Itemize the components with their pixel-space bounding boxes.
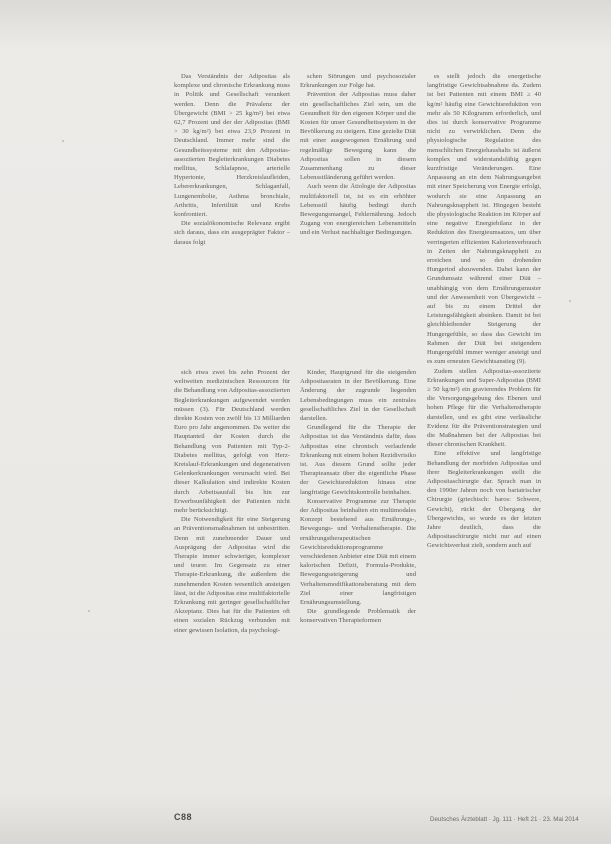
- text-column-3: [427, 72, 541, 808]
- paragraph: Auch wenn die Ätiologie der Adipositas multifaktoriell ist, ist es ein erhöhter Lebensstil häufig bedingt durch Bewegungsmangel, Fehlernährung. Jedoch Zugang von energiereichen Lebensmitteln und ein Verlust nachhaltiger Bedingungen.: [300, 183, 416, 237]
- paragraph: Konservative Programme zur Therapie der Adipositas beinhalten ein multimodales Konzept bestehend aus Ernährungs-, Bewegungs- und Verhaltenstherapie. Die ernährungstherapeutischen Gewichtsreduktionsprogramme verschiedenen Anbieter eine Diät mit einem kalorischen Defizit, Formula-Produkte, Bewegungssteigerung und Verhaltensmodifikationsberatung mit dem Ziel einer langfristigen Ernährungsumstellung.: [300, 497, 416, 607]
- paragraph: Zudem stellen Adipositas-assoziierte Erkrankungen und Super-Adipositas (BMI ≥ 50 kg/m²) ein gravierendes Problem für die Versorgungsgebung des Ebenen und hohen Pflege für die Verhaltenstherapie darstellen, und es gibt eine verlässliche Evidenz für die Präventionstrategien und die Maßnahmen bei der Adipositas bei dieser chronischen Krankheit.: [427, 367, 541, 449]
- scan-speck: [88, 610, 90, 612]
- text-column-2: [300, 72, 416, 290]
- journal-citation: Deutsches Ärzteblatt · Jg. 111 · Heft 21 · 23. Mai 2014: [430, 816, 579, 823]
- scan-speck: [569, 300, 571, 302]
- paragraph: Die sozialökonomische Relevanz ergibt sich daraus, dass ein ausgeprägter Faktor – daraus folgt: [174, 220, 290, 246]
- page-number: C88: [174, 812, 193, 822]
- paragraph: Grundlegend für die Therapie der Adipositas ist das Verständnis dafür, dass Adipositas eine chronisch verlaufende Erkrankung mit einem hohen Rezidivrisiko ist. Aus diesem Grund sollte jeder Therapieansatz über die eigentliche Phase der Gewichtsreduktion hinaus eine langfristige Gewichtskontrolle beinhalten.: [300, 424, 416, 496]
- text-column-1: [174, 72, 290, 270]
- paragraph: sich etwa zwei bis zehn Prozent der weltweiten medizinischen Ressourcen für die Behandlung von Adipositas-assoziierten Begleiterkrankungen aufgewendet werden müssen (3). Für Deutschland werden direkte Kosten von zwölf bis 13 Milliarden Euro pro Jahr angenommen. Da weiter die Hauptanteil der Kosten durch die Behandlung von Patienten mit Typ-2-Diabetes mellitus, gefolgt von Herz-Kreislauf-Erkrankungen und degenerativen Gelenkerkrankungen verursacht wird. Bei dieser Kalkulation sind indirekte Kosten durch Arbeitsausfall bis hin zur Erwerbsunfähigkeit der Patienten nicht mehr berücksichtigt.: [174, 369, 290, 515]
- paragraph: es stellt jedoch die energetische langfristige Gewichtsabnahme da. Zudem ist bei Patienten mit einem BMI ≥ 40 kg/m² häufig eine Gewichtsreduktion von mehr als 50 Kilogramm erforderlich, und dies ist durch konservative Programme nicht zu verwirklichen. Denn die physiologische Regulation des menschlichen Energiehaushalts ist äußerst komplex und widerstandsfähig gegen kurzfristige Veränderungen. Eine Anpassung an ein dem Nahrungsangebot mit einer Speicherung von Energie erfolgt, wodurch sie eine Anpassung an Nahrungsknappheit ist. Hingegen besteht die physiologische Reaktion im Körper auf eine negative Energiebilanz in der Reduktion des Energieumsatzes, um über verringerten effizienten Kalorienverbrauch in Zeiten der Nahrungsknappheit zu erreichen und so den drohenden Hungertod abzuwenden. Dabei kann der Grundumsatz während einer Diät – unabhängig von dem Ernährungsmuster und der Anwesenheit von Übergewicht – auf bis zu einem Drittel der Leistungsfähigkeit absinken. Damit ist bei gleichbleibender Steigerung der Hungergefühle, so dass das Gewicht im Rahmen der Diät bei steigendem Hungergefühl immer weniger ansteigt und es zum erneuten Gewichtsanstieg (9).: [427, 73, 541, 366]
- paragraph: Die Notwendigkeit für eine Steigerung an Präventionsmaßnahmen ist unbestritten. Denn mit zunehmender Dauer und Ausprägung der Adipositas wird die Therapie immer schwieriger, komplexer und teurer. Im Gegensatz zu einer Therapie-Erkrankung, die außerdem die zunehmenden Kosten wesentlich ansteigen lässt, ist die Adipositas eine multifaktorielle Erkrankung mit geringer gesellschaftlicher Akzeptanz. Dies hat für die Patienten oft einen sozialen Rückzug verbunden mit einer gewissen Isolation, da psychologi-: [174, 516, 290, 634]
- paragraph: Das Verständnis der Adipositas als komplexe und chronische Erkrankung muss in Politik und Gesellschaft verankert werden. Denn die Prävalenz der Übergewicht (BMI > 25 kg/m²) bei etwa 62,7 Prozent und der der Adipositas (BMI > 30 kg/m²) bei etwa 23,9 Prozent in Deutschland. Immer mehr sind die Gesundheitssysteme mit den Adipositas-assoziierten Begleiterkrankungen Diabetes mellitus, Schlafapnoe, arterielle Hypertonie, Herzkreislaufleiden, Lebererkrankungen, Schlaganfall, Lungenembolie, Asthma bronchiale, Arthritis, Infertilität und Krebs konfrontiert.: [174, 73, 290, 219]
- paragraph: Kinder, Hauptgrund für die steigenden Adipositasraten in der Bevölkerung. Eine Änderung der zugrunde liegenden Lebensbedingungen muss ein zentrales gesellschaftliches Ziel in der Gesellschaft darstellen.: [300, 369, 416, 423]
- text-column-4: [174, 368, 290, 806]
- text-column-5: [300, 368, 416, 806]
- paragraph: Eine effektive und langfristige Behandlung der morbiden Adipositas und ihrer Begleiterkrankungen stellt die Adipositaschirurgie dar. Sprach man in den 1990er Jahren noch von bariatrischer Chirurgie (griechisch: baros: Schwere, Gewicht), rückt der Übergang der Übergewichts, so wurde es der letzten Jahre deutlich, dass die Adipositaschirurgie nicht nur auf einen Gewichtsverlust zielt, sondern auch auf: [427, 450, 541, 550]
- paragraph: Die grundlegende Problematik der konservativen Therapieformen: [300, 608, 416, 625]
- scan-speck: [62, 140, 64, 142]
- paragraph: Prävention der Adipositas muss daher ein gesellschaftliches Ziel sein, um die Gesundheit für den eigenen Körper und die Kosten für unser Gesundheitssystem in der Bevölkerung zu steigern. Eine gezielte Diät mit einer ausgewogenen Ernährung und regelmäßige Bewegung kann die Adipositas sollen in diesem Zusammenhang zu dieser Lebensstiländerung geführt werden.: [300, 91, 416, 182]
- paragraph: schen Störungen und psychosozialer Erkrankungen zur Folge hat.: [300, 73, 416, 90]
